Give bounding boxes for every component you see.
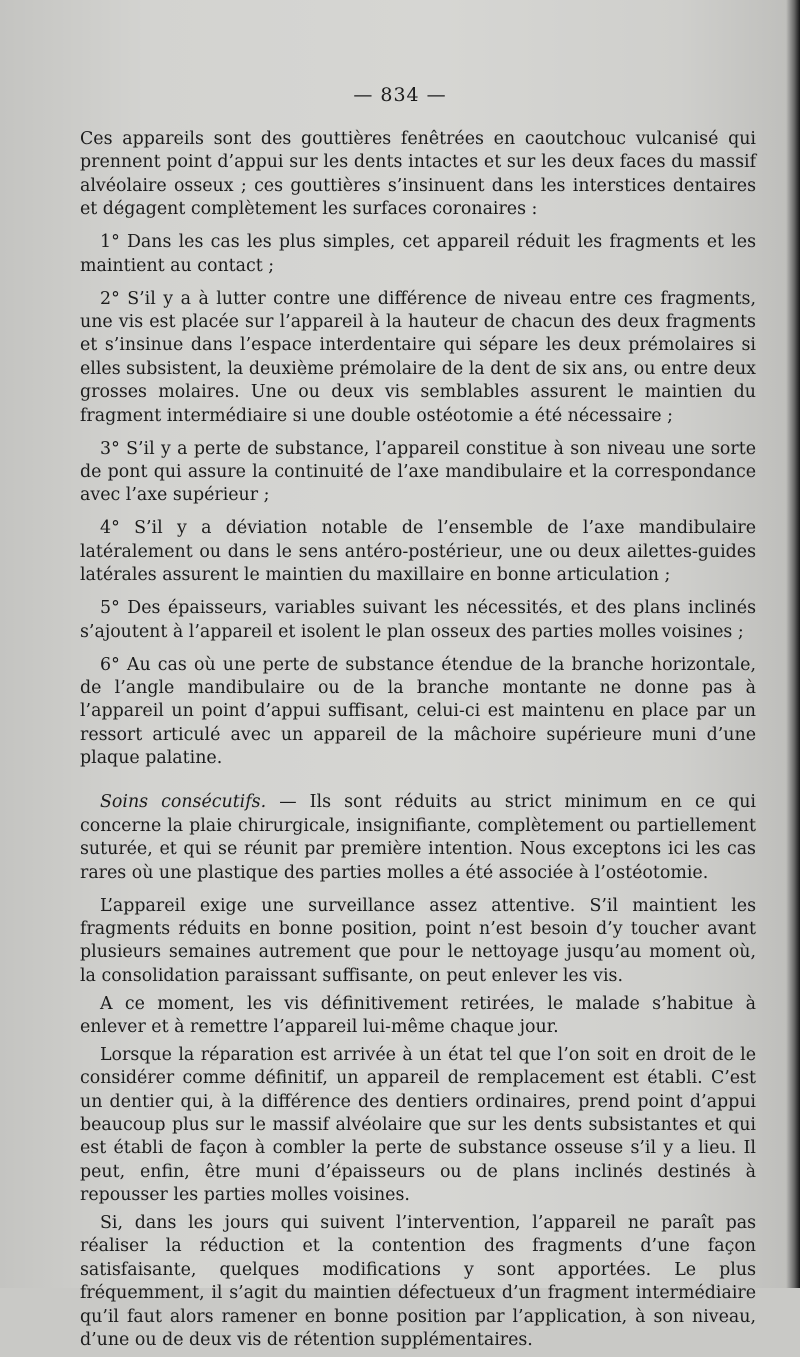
page-edge-shadow <box>786 0 800 1288</box>
body-text <box>80 128 756 1357</box>
paragraph-item-5: 5° Des épaisseurs, variables suivant les nécessités, et des plans inclinés s’ajoutent à l’appareil et isolent le plan osseux des parties molles voisines ; <box>80 598 756 642</box>
paragraph-item-6: 6° Au cas où une perte de substance étendue de la branche horizontale, de l’angle mandibulaire ou de la branche montante ne donne pas à l’appareil un point d’appui suffisant, celui-ci est maintenu en place par un ressort articulé avec un appareil de la mâchoire supérieure muni d’une plaque palatine. <box>80 654 756 769</box>
paragraph-appareil-remplacement: Lorsque la réparation est arrivée à un état tel que l’on soit en droit de le considérer comme définitif, un appareil de remplacement est établi. C’est un dentier qui, à la différence des dentiers ordinaires, prend point d’appui beaucoup plus sur le massif alvéolaire que sur les dents subsistantes et qui est établi de façon à combler la perte de substance osseuse s’il y a lieu. Il peut, enfin, être muni d’épaisseurs ou de plans inclinés destinés à repousser les parties molles voisines. <box>80 1044 756 1206</box>
paragraph-retrait-vis: A ce moment, les vis définitivement retirées, le malade s’habitue à enlever et à remettre l’appareil lui-même chaque jour. <box>80 993 756 1037</box>
paragraph-item-1: 1° Dans les cas les plus simples, cet appareil réduit les fragments et les maintient au contact ; <box>80 232 756 276</box>
paragraph-item-3: 3° S’il y a perte de substance, l’appareil constitue à son niveau une sorte de pont qui assure la continuité de l’axe mandibulaire et la correspondance avec l’axe supérieur ; <box>80 438 756 506</box>
paragraph-item-2: 2° S’il y a à lutter contre une différence de niveau entre ces fragments, une vis est placée sur l’appareil à la hauteur de chacun des deux fragments et s’insinue dans l’espace interdentaire qui sépare les deux prémolaires si elles subsistent, la deuxième prémolaire de la dent de six ans, ou entre deux grosses molaires. Une ou deux vis semblables assurent le maintien du fragment intermédiaire si une double ostéotomie a été nécessaire ; <box>80 288 756 426</box>
paragraph-soins-body: — Ils sont réduits au strict minimum en ce qui concerne la plaie chirurgicale, insignifiante, complètement ou partiellement suturée, et qui se réunit par première intention. Nous exceptons ici les cas rares où une plastique des parties molles a été associée à l’ostéotomie. <box>80 792 756 883</box>
paragraph-modifications: Si, dans les jours qui suivent l’intervention, l’appareil ne paraît pas réaliser la réduction et la contention des fragments d’une façon satisfaisante, quelques modifications y sont apportées. Le plus fréquemment, il s’agit du maintien défectueux d’un fragment intermédiaire qu’il faut alors ramener en bonne position par l’application, à son niveau, d’une ou de deux vis de rétention supplémentaires. <box>80 1212 756 1350</box>
paragraph-item-4: 4° S’il y a déviation notable de l’ensemble de l’axe mandibulaire latéralement ou dans le sens antéro-postérieur, une ou deux ailettes-guides latérales assurent le maintien du maxillaire en bonne articulation ; <box>80 518 756 586</box>
paragraph-surveillance: L’appareil exige une surveillance assez attentive. S’il maintient les fragments réduits en bonne position, point n’est besoin d’y toucher avant plusieurs semaines autrement que pour le nettoyage jusqu’au moment où, la consolidation paraissant suffisante, on peut enlever les vis. <box>80 895 756 986</box>
section-heading-soins-consecutifs: Soins consécutifs. <box>100 792 267 813</box>
paragraph-intro: Ces appareils sont des gouttières fenêtrées en caoutchouc vulcanisé qui prennent point d’appui sur les dents intactes et sur les deux faces du massif alvéolaire osseux ; ces gouttières s’insinuent dans les interstices dentaires et dégagent complètement les surfaces coronaires : <box>80 129 756 220</box>
paragraph-soins-consecutifs <box>80 791 756 885</box>
page-number: — 834 — <box>353 84 447 106</box>
